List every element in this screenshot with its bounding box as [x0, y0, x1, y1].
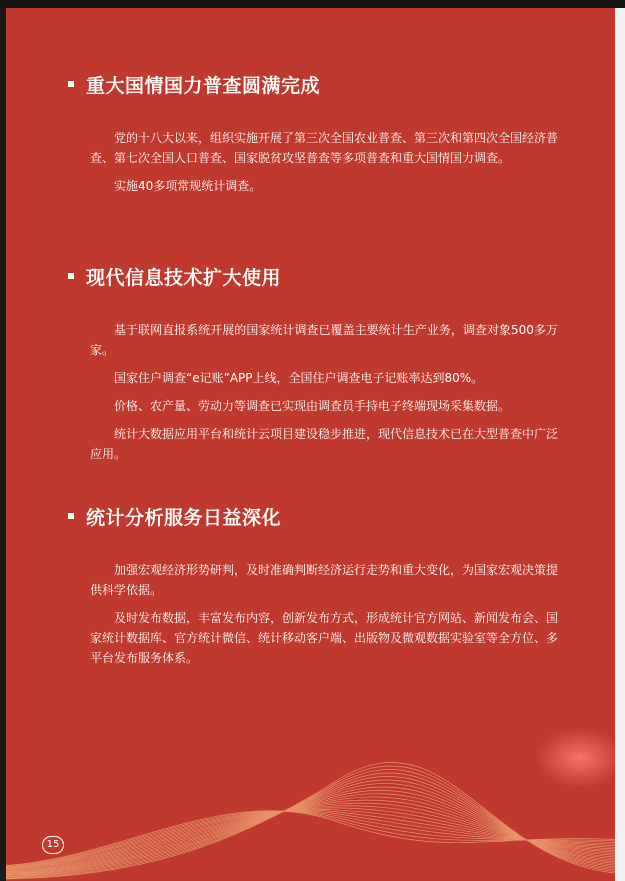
paragraph: 基于联网直报系统开展的国家统计调查已覆盖主要统计生产业务，调查对象500多万家。 [90, 323, 558, 357]
paragraph: 价格、农产量、劳动力等调查已实现由调查员手持电子终端现场采集数据。 [114, 399, 511, 413]
square-bullet-icon [68, 273, 74, 279]
section-body [68, 560, 558, 668]
wave-line [6, 773, 615, 877]
page-number: 15 [42, 836, 64, 854]
section-analysis [68, 504, 558, 676]
section-heading [68, 264, 558, 288]
wave-line [6, 794, 615, 874]
paragraph: 加强宏观经济形势研判，及时准确判断经济运行走势和重大变化，为国家宏观决策提供科学依据。 [90, 563, 559, 597]
paragraph: 及时发布数据，丰富发布内容，创新发布方式，形成统计官方网站、新闻发布会、国家统计数据库、官方统计微信、统计移动客户端、出版物及微观数据实验室等全方位、多平台发布服务体系。 [90, 611, 559, 665]
section-heading [68, 504, 558, 528]
wave-line [6, 780, 615, 876]
paragraph: 党的十八大以来，组织实施开展了第三次全国农业普查、第三次和第四次全国经济普查、第七次全国人口普查、国家脱贫攻坚普查等多项普查和重大国情国力调查。 [90, 131, 559, 165]
section-title: 重大国情国力普查圆满完成 [86, 74, 321, 97]
wave-line [6, 766, 615, 878]
page-edge-strip [615, 8, 625, 881]
wave-line [6, 762, 615, 879]
section-census [68, 72, 558, 204]
paragraph: 实施40多项常规统计调查。 [114, 179, 262, 193]
section-title: 现代信息技术扩大使用 [86, 266, 282, 289]
wave-line [6, 811, 615, 867]
wave-line [6, 776, 615, 876]
square-bullet-icon [68, 513, 74, 519]
section-body [68, 320, 558, 464]
paragraph: 统计大数据应用平台和统计云项目建设稳步推进，现代信息技术已在大型普查中广泛应用。 [90, 427, 559, 461]
top-bar [0, 0, 625, 8]
document-page [6, 8, 615, 881]
section-it [68, 264, 558, 472]
paragraph: 国家住户调查“e记账”APP上线，全国住户调查电子记账率达到80%。 [114, 371, 484, 385]
section-body [68, 128, 558, 196]
section-heading [68, 72, 558, 96]
wave-line [6, 770, 615, 878]
section-title: 统计分析服务日益深化 [86, 506, 282, 529]
wave-lines-decoration [6, 741, 615, 881]
square-bullet-icon [68, 81, 74, 87]
